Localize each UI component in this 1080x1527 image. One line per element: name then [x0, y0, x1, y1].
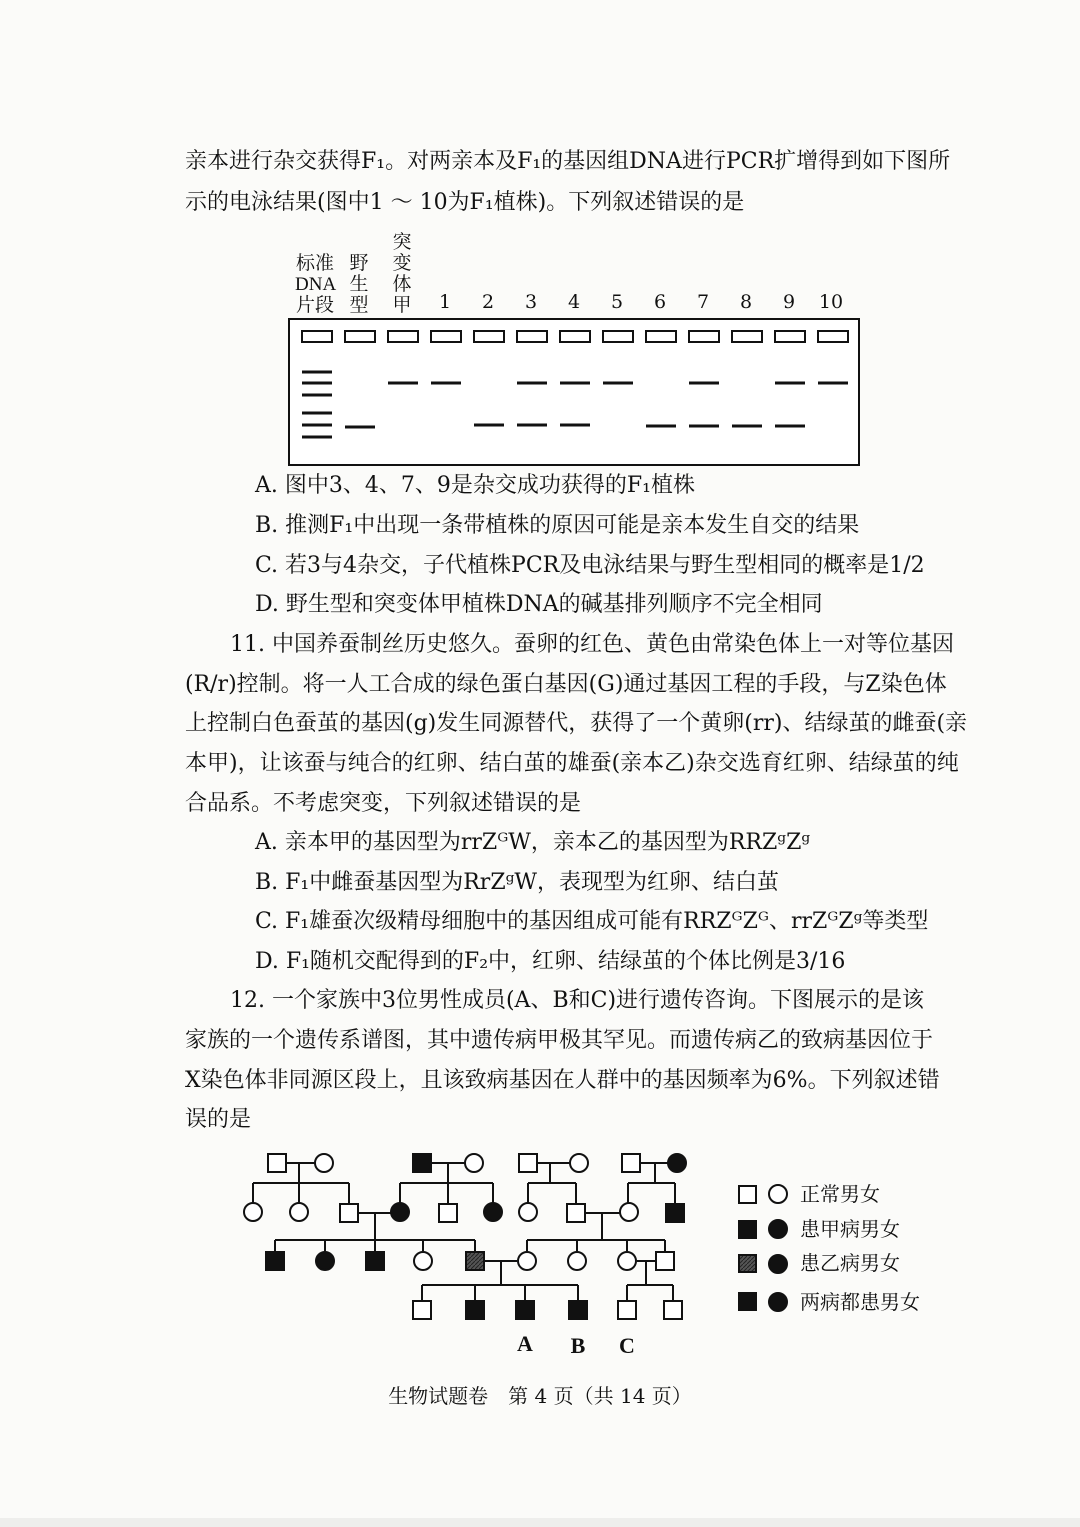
q12-stem-line-4: 误的是	[185, 1107, 252, 1132]
gel-lane-label: 10	[818, 291, 844, 313]
pedigree-female	[244, 1203, 262, 1221]
pedigree-male	[268, 1154, 286, 1172]
gel-well	[775, 331, 805, 342]
pedigree-male	[666, 1204, 684, 1222]
gel-well	[431, 331, 461, 342]
gel-header-standard: 标准 DNA 片段	[295, 252, 337, 316]
pedigree-female	[315, 1154, 333, 1172]
q11-option-d: D. F₁随机交配得到的F₂中，红卵、结绿茧的个体比例是3/16	[255, 949, 846, 974]
q10-option-b: B. 推测F₁中出现一条带植株的原因可能是亲本发生自交的结果	[255, 513, 860, 538]
q11-option-a: A. 亲本甲的基因型为rrZᴳW，亲本乙的基因型为RRZᵍZᵍ	[255, 830, 811, 855]
pedigree-female	[618, 1252, 636, 1270]
gel-well	[560, 331, 590, 342]
q11-stem-line-2: (R/r)控制。将一人工合成的绿色蛋白基因(G)通过基因工程的手段，与Z染色体	[185, 672, 947, 697]
pedigree-label-a: A	[517, 1331, 533, 1356]
gel-lane-label: 3	[524, 291, 538, 313]
legend-disease-a-female	[769, 1220, 787, 1238]
pedigree-male	[413, 1301, 431, 1319]
gel-well	[345, 331, 375, 342]
pedigree-male	[516, 1301, 534, 1319]
intro-line-2: 示的电泳结果(图中1 ～ 10为F₁植株)。下列叙述错误的是	[185, 190, 745, 215]
pedigree-male	[266, 1252, 284, 1270]
gel-well	[646, 331, 676, 342]
gel-lane-label: 6	[653, 291, 667, 313]
q12-stem-line-2: 家族的一个遗传系谱图，其中遗传病甲极其罕见。而遗传病乙的致病基因位于	[185, 1028, 934, 1053]
electrophoresis-gel	[288, 318, 860, 466]
q12-stem-line-1: 12. 一个家族中3位男性成员(A、B和C)进行遗传咨询。下图展示的是该	[230, 988, 925, 1013]
pedigree-female	[465, 1154, 483, 1172]
pedigree-male	[519, 1154, 537, 1172]
gel-well	[732, 331, 762, 342]
pedigree-male	[656, 1252, 674, 1270]
gel-lane-label: 2	[481, 291, 495, 313]
gel-well	[517, 331, 547, 342]
legend-both-female	[769, 1293, 787, 1311]
pedigree-female	[518, 1252, 536, 1270]
pedigree-male	[618, 1301, 636, 1319]
pedigree-male	[413, 1154, 431, 1172]
pedigree-female	[484, 1203, 502, 1221]
pedigree-label-b: B	[570, 1333, 586, 1358]
legend-disease-a-label: 患甲病男女	[800, 1217, 900, 1241]
page-footer: 生物试题卷 第 4 页（共 14 页）	[388, 1384, 692, 1408]
pedigree-female	[570, 1154, 588, 1172]
pedigree-female	[668, 1154, 686, 1172]
gel-lane-label: 7	[696, 291, 710, 313]
pedigree-legend-symbols	[735, 1180, 795, 1320]
gel-well	[603, 331, 633, 342]
legend-both-male	[739, 1293, 756, 1310]
pedigree-male	[664, 1301, 682, 1319]
legend-both-label: 两病都患男女	[800, 1290, 920, 1314]
gel-well	[689, 331, 719, 342]
pedigree-female	[290, 1203, 308, 1221]
q11-option-c: C. F₁雄蚕次级精母细胞中的基因组成可能有RRZᴳZᴳ、rrZᴳZᵍ等类型	[255, 909, 929, 934]
legend-normal-male	[739, 1186, 756, 1203]
scan-edge	[0, 1518, 1080, 1527]
gel-well	[474, 331, 504, 342]
legend-disease-b-female	[769, 1255, 787, 1273]
gel-lane-label: 4	[567, 291, 581, 313]
pedigree-female	[391, 1203, 409, 1221]
gel-header-mutant: 突 变 体 甲	[392, 231, 412, 316]
intro-line-1: 亲本进行杂交获得F₁。对两亲本及F₁的基因组DNA进行PCR扩增得到如下图所	[185, 149, 951, 174]
pedigree-male	[567, 1204, 585, 1222]
pedigree-male	[466, 1252, 484, 1270]
pedigree-label-c: C	[619, 1333, 635, 1358]
pedigree-male	[439, 1204, 457, 1222]
q11-stem-line-1: 11. 中国养蚕制丝历史悠久。蚕卵的红色、黄色由常染色体上一对等位基因	[230, 632, 954, 657]
gel-well	[818, 331, 848, 342]
gel-lane-label: 9	[782, 291, 796, 313]
q10-option-c: C. 若3与4杂交，子代植株PCR及电泳结果与野生型相同的概率是1/2	[255, 553, 925, 578]
legend-disease-b-label: 患乙病男女	[800, 1251, 900, 1275]
gel-well	[388, 331, 418, 342]
pedigree-female	[316, 1252, 334, 1270]
gel-lane-label: 8	[739, 291, 753, 313]
pedigree-male	[366, 1252, 384, 1270]
pedigree-female	[414, 1252, 432, 1270]
pedigree-female	[568, 1252, 586, 1270]
legend-normal-label: 正常男女	[800, 1182, 880, 1206]
pedigree-male	[466, 1301, 484, 1319]
pedigree-female	[620, 1203, 638, 1221]
legend-disease-b-male	[739, 1255, 756, 1272]
legend-normal-female	[769, 1185, 787, 1203]
q10-option-d: D. 野生型和突变体甲植株DNA的碱基排列顺序不完全相同	[255, 592, 823, 617]
pedigree-male	[569, 1301, 587, 1319]
q11-stem-line-4: 本甲)，让该蚕与纯合的红卵、结白茧的雄蚕(亲本乙)杂交选育红卵、结绿茧的纯	[185, 751, 959, 776]
pedigree-chart	[235, 1145, 705, 1370]
legend-disease-a-male	[739, 1221, 756, 1238]
q10-option-a: A. 图中3、4、7、9是杂交成功获得的F₁植株	[255, 473, 695, 498]
pedigree-male	[340, 1204, 358, 1222]
q11-stem-line-5: 合品系。不考虑突变，下列叙述错误的是	[185, 791, 582, 816]
gel-header-wild: 野 生 型	[349, 252, 369, 316]
gel-lane-label: 5	[610, 291, 624, 313]
q11-option-b: B. F₁中雌蚕基因型为RrZᵍW，表现型为红卵、结白茧	[255, 870, 780, 895]
pedigree-male	[622, 1154, 640, 1172]
gel-lane-label: 1	[438, 291, 452, 313]
gel-well	[302, 331, 332, 342]
q12-stem-line-3: X染色体非同源区段上，且该致病基因在人群中的基因频率为6%。下列叙述错	[185, 1068, 940, 1093]
q11-stem-line-3: 上控制白色蚕茧的基因(g)发生同源替代，获得了一个黄卵(rr)、结绿茧的雌蚕(亲	[185, 711, 968, 736]
pedigree-female	[519, 1203, 537, 1221]
